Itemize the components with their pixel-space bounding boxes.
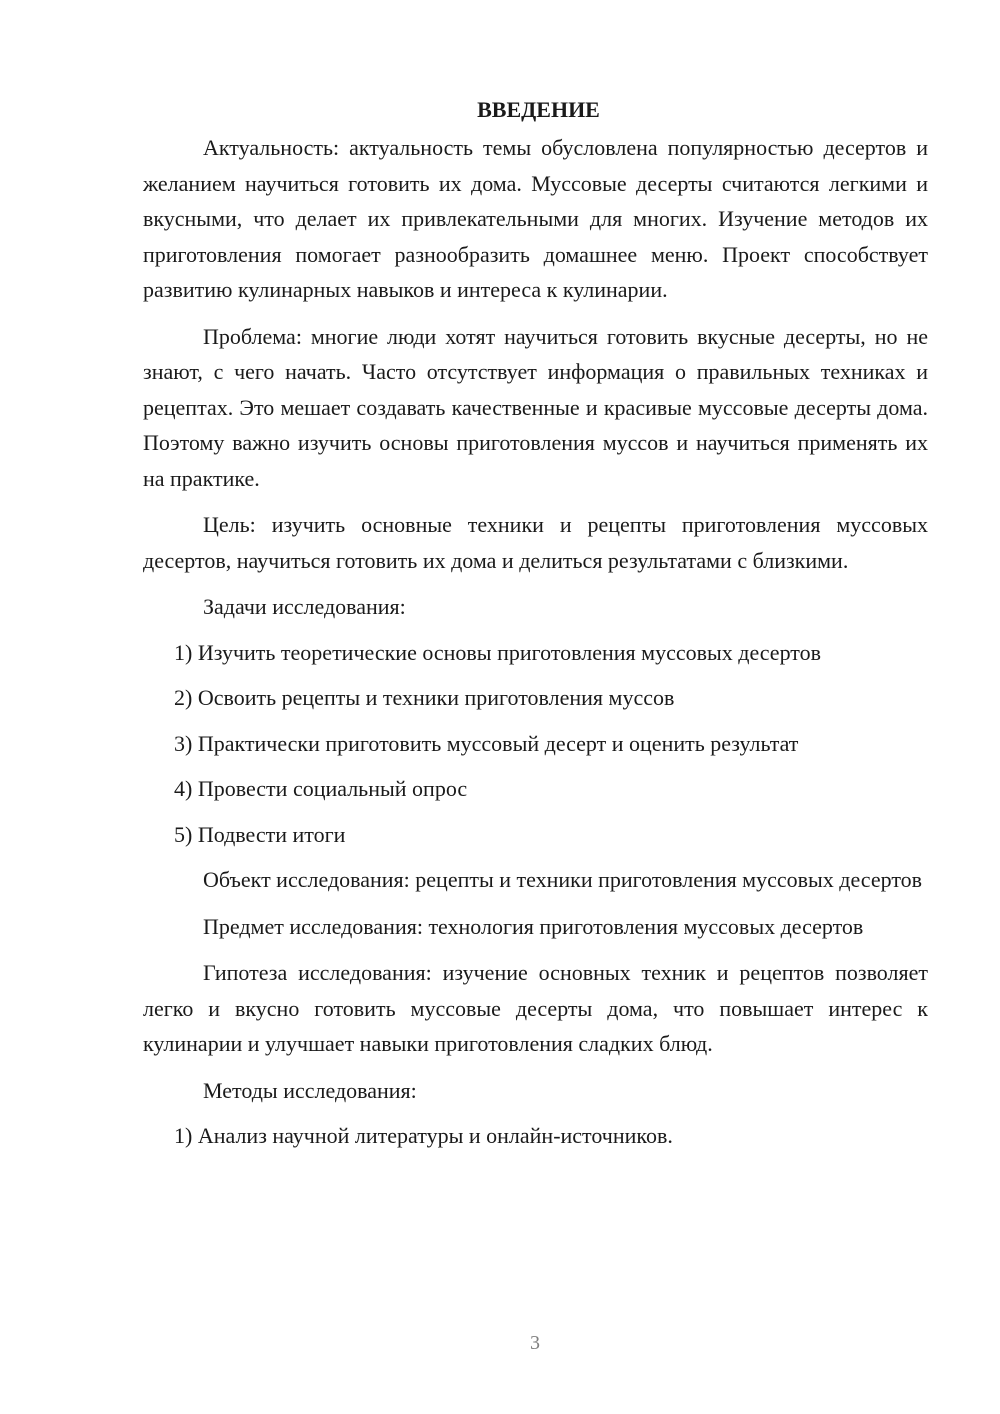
task-item: 3) Практически приготовить муссовый десерт и оценить результат [174,730,799,756]
method-item: 1) Анализ научной литературы и онлайн-источников. [174,1123,673,1148]
hypothesis-paragraph: Гипотеза исследования: изучение основных техник и рецептов позволяет легко и вкусно готовить муссовые десерты дома, что повышает интерес к кулинарии и улучшает навыки приготовления сладких блюд. [143,960,928,1056]
task-item: 1) Изучить теоретические основы приготовления муссовых десертов [174,639,821,665]
subject-paragraph: Предмет исследования: технология приготовления муссовых десертов [203,913,864,939]
object-paragraph: Объект исследования: рецепты и техники приготовления муссовых десертов [203,867,923,892]
task-item: 4) Провести социальный опрос [174,776,468,801]
task-item: 5) Подвести итоги [174,821,346,847]
goal-paragraph: Цель: изучить основные техники и рецепты приготовления муссовых десертов, научиться готовить их дома и делиться результатами с близкими. [143,512,928,573]
page-number: 3 [530,1332,540,1354]
task-item: 2) Освоить рецепты и техники приготовления муссов [174,685,675,710]
problem-paragraph: Проблема: многие люди хотят научиться готовить вкусные десерты, но не знают, с чего начать. Часто отсутствует информация о правильных техниках и рецептах. Это мешает создавать качественные и красивые муссовые десерты дома. Поэтому важно изучить основы приготовления муссов и научиться применять их на практике. [143,323,928,491]
methods-list [143,1118,928,1154]
tasks-list [143,635,928,853]
document-page [143,95,928,1164]
relevance-paragraph: Актуальность: актуальность темы обусловлена популярностью десертов и желанием научиться готовить их дома. Муссовые десерты считаются легкими и вкусными, что делает их привлекательными для многих. Изучение методов их приготовления помогает разнообразить домашнее меню. Проект способствует развитию кулинарных навыков и интереса к кулинарии. [143,135,928,302]
tasks-label: Задачи исследования: [203,594,406,619]
section-heading: ВВЕДЕНИЕ [477,97,600,122]
methods-label: Методы исследования: [203,1077,417,1103]
